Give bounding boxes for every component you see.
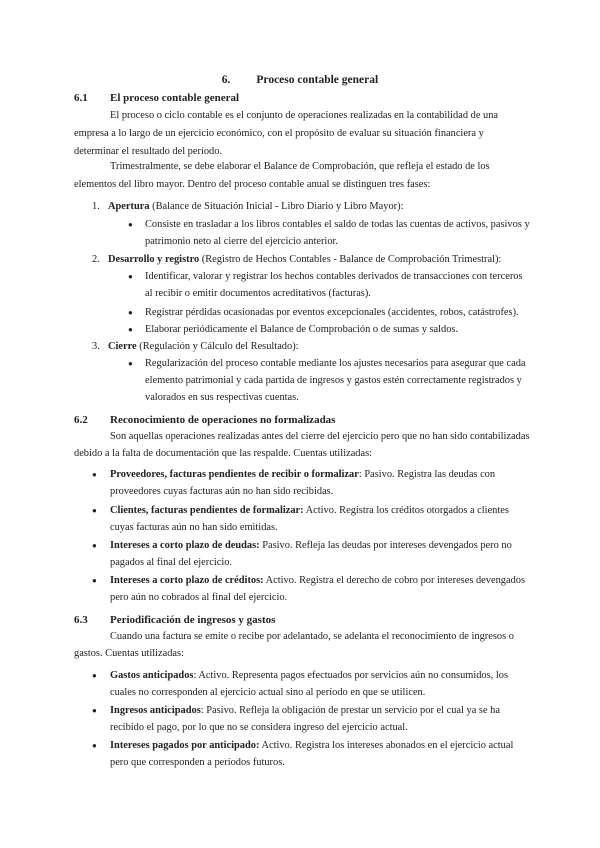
text-line: empresa a lo largo de un ejercicio económico, con el propósito de evaluar su situación financiera y xyxy=(74,128,484,139)
text-line: debido a la falta de documentación que las respalde. Cuentas utilizadas: xyxy=(74,448,373,459)
paragraph-line xyxy=(74,445,530,463)
text-line: Identificar, valorar y registrar los hechos contables derivados de transacciones con terceros xyxy=(145,271,523,282)
text-line: gastos. Cuentas utilizadas: xyxy=(74,648,184,659)
paragraph-line xyxy=(74,428,530,446)
text-line: Pasivo. Refleja las deudas por intereses devengados pero no xyxy=(262,540,512,551)
account-item xyxy=(110,502,530,520)
list-number: 3. xyxy=(92,341,100,352)
account-item-cont xyxy=(110,554,530,572)
list-item xyxy=(145,355,530,373)
bullet-icon: ● xyxy=(128,308,133,317)
phase-detail: (Balance de Situación Inicial - Libro Diario y Libro Mayor): xyxy=(149,201,404,212)
section-title: Periodificación de ingresos y gastos xyxy=(110,614,276,626)
text-line: pero aún no cobrados al final del ejercicio. xyxy=(110,592,288,603)
bullet-icon: ● xyxy=(128,359,133,368)
account-item-cont xyxy=(110,684,530,702)
list-item xyxy=(145,268,530,286)
text-line: Pasivo. Refleja la obligación de prestar un servicio por el cual ya se ha xyxy=(206,705,500,716)
account-name: Intereses a corto plazo de deudas: xyxy=(110,540,260,551)
account-item xyxy=(110,667,530,685)
phase-cierre xyxy=(108,338,528,356)
text-line: cuales no corresponden al ejercicio actual sino al período en que se utilicen. xyxy=(110,687,426,698)
paragraph-line xyxy=(74,107,530,125)
text-line: valorados en sus respectivas cuentas. xyxy=(145,392,299,403)
text-line: Pasivo. Registra las deudas con xyxy=(364,469,496,480)
section-title: El proceso contable general xyxy=(110,92,240,104)
separator: : xyxy=(193,670,199,681)
list-item-cont xyxy=(145,389,530,407)
section-heading-6-2 xyxy=(74,411,335,429)
account-name: Intereses pagados por anticipado: xyxy=(110,740,260,751)
text-line: pagados al final del ejercicio. xyxy=(110,557,233,568)
bullet-icon: ● xyxy=(92,671,97,680)
text-line: elementos del libro mayor. Dentro del proceso contable anual se distinguen tres fases: xyxy=(74,179,431,190)
title-text: Proceso contable general xyxy=(256,74,379,86)
paragraph-line xyxy=(74,645,530,663)
bullet-icon: ● xyxy=(92,576,97,585)
phase-detail: (Registro de Hechos Contables - Balance de Comprobación Trimestral): xyxy=(199,254,502,265)
text-line: proveedores cuyas facturas aún no han sido recibidas. xyxy=(110,486,334,497)
section-number: 6.3 xyxy=(74,614,88,626)
list-item xyxy=(145,304,530,322)
account-item xyxy=(110,466,530,484)
list-number: 1. xyxy=(92,201,100,212)
page-title xyxy=(0,71,600,89)
paragraph-line xyxy=(74,628,530,646)
section-heading-6-1 xyxy=(74,89,239,107)
section-number: 6.1 xyxy=(74,92,88,104)
text-line: Registrar pérdidas ocasionadas por eventos excepcionales (accidentes, robos, catástrofes). xyxy=(145,307,519,318)
account-item-cont xyxy=(110,519,530,537)
phase-name: Apertura xyxy=(108,201,150,212)
list-item-cont xyxy=(145,233,530,251)
section-title: Reconocimiento de operaciones no formalizadas xyxy=(110,414,336,426)
bullet-icon: ● xyxy=(128,325,133,334)
text-line: Activo. Registra los créditos otorgados a clientes xyxy=(305,505,509,516)
account-item xyxy=(110,702,530,720)
account-item-cont xyxy=(110,754,530,772)
account-item-cont xyxy=(110,719,530,737)
bullet-icon: ● xyxy=(128,220,133,229)
text-line: pero que corresponden a períodos futuros. xyxy=(110,757,285,768)
title-number: 6. xyxy=(221,74,231,86)
text-line: Regularización del proceso contable mediante los ajustes necesarios para asegurar que cada xyxy=(145,358,526,369)
text-line: Son aquellas operaciones realizadas antes del cierre del ejercicio pero que no han sido contabilizadas xyxy=(110,431,530,442)
paragraph-line xyxy=(74,125,530,143)
account-name: Ingresos anticipados xyxy=(110,705,201,716)
separator: : xyxy=(358,469,365,480)
account-item xyxy=(110,737,530,755)
paragraph-line xyxy=(74,158,530,176)
text-line: determinar el resultado del período. xyxy=(74,146,223,157)
account-item xyxy=(110,537,530,555)
account-item xyxy=(110,572,530,590)
phase-name: Desarrollo y registro xyxy=(108,254,200,265)
phase-desarrollo xyxy=(108,251,528,269)
text-line: El proceso o ciclo contable es el conjunto de operaciones realizadas en la contabilidad de una xyxy=(110,110,499,121)
account-name: Gastos anticipados xyxy=(110,670,194,681)
list-item-cont xyxy=(145,372,530,390)
account-item-cont xyxy=(110,483,530,501)
text-line: Activo. Representa pagos efectuados por servicios aún no consumidos, los xyxy=(198,670,508,681)
separator: : xyxy=(200,705,207,716)
text-line: cuyas facturas aún no han sido emitidas. xyxy=(110,522,278,533)
text-line: Activo. Registra el derecho de cobro por intereses devengados xyxy=(265,575,526,586)
text-line: Consiste en trasladar a los libros contables el saldo de todas las cuentas de activos, pasivos y xyxy=(145,219,530,230)
list-number: 2. xyxy=(92,254,100,265)
account-name: Clientes, facturas pendientes de formalizar: xyxy=(110,505,304,516)
text-line: Activo. Registra los intereses abonados en el ejercicio actual xyxy=(261,740,514,751)
list-item-cont xyxy=(145,285,530,303)
text-line: Cuando una factura se emite o recibe por adelantado, se adelanta el reconocimiento de ingresos o xyxy=(110,631,514,642)
text-line: al recibir o emitir documentos acreditativos (facturas). xyxy=(145,288,371,299)
bullet-icon: ● xyxy=(92,506,97,515)
text-line: Trimestralmente, se debe elaborar el Balance de Comprobación, que refleja el estado de los xyxy=(110,161,490,172)
text-line: patrimonio neto al cierre del ejercicio anterior. xyxy=(145,236,339,247)
list-item xyxy=(145,321,530,339)
phase-apertura xyxy=(108,198,528,216)
text-line: recibido el pago, por lo que no se considera ingreso del ejercicio actual. xyxy=(110,722,408,733)
bullet-icon: ● xyxy=(92,541,97,550)
account-name: Intereses a corto plazo de créditos: xyxy=(110,575,264,586)
section-number: 6.2 xyxy=(74,414,88,426)
account-name: Proveedores, facturas pendientes de recibir o formalizar xyxy=(110,469,359,480)
paragraph-line xyxy=(74,176,530,194)
text-line: elemento patrimonial y cada partida de ingresos y gastos estén correctamente registrados y xyxy=(145,375,522,386)
phase-name: Cierre xyxy=(108,341,137,352)
text-line: Elaborar periódicamente el Balance de Comprobación o de sumas y saldos. xyxy=(145,324,459,335)
bullet-icon: ● xyxy=(92,470,97,479)
section-heading-6-3 xyxy=(74,611,275,629)
account-item-cont xyxy=(110,589,530,607)
bullet-icon: ● xyxy=(92,706,97,715)
bullet-icon: ● xyxy=(92,741,97,750)
bullet-icon: ● xyxy=(128,272,133,281)
phase-detail: (Regulación y Cálculo del Resultado): xyxy=(136,341,299,352)
list-item xyxy=(145,216,530,234)
